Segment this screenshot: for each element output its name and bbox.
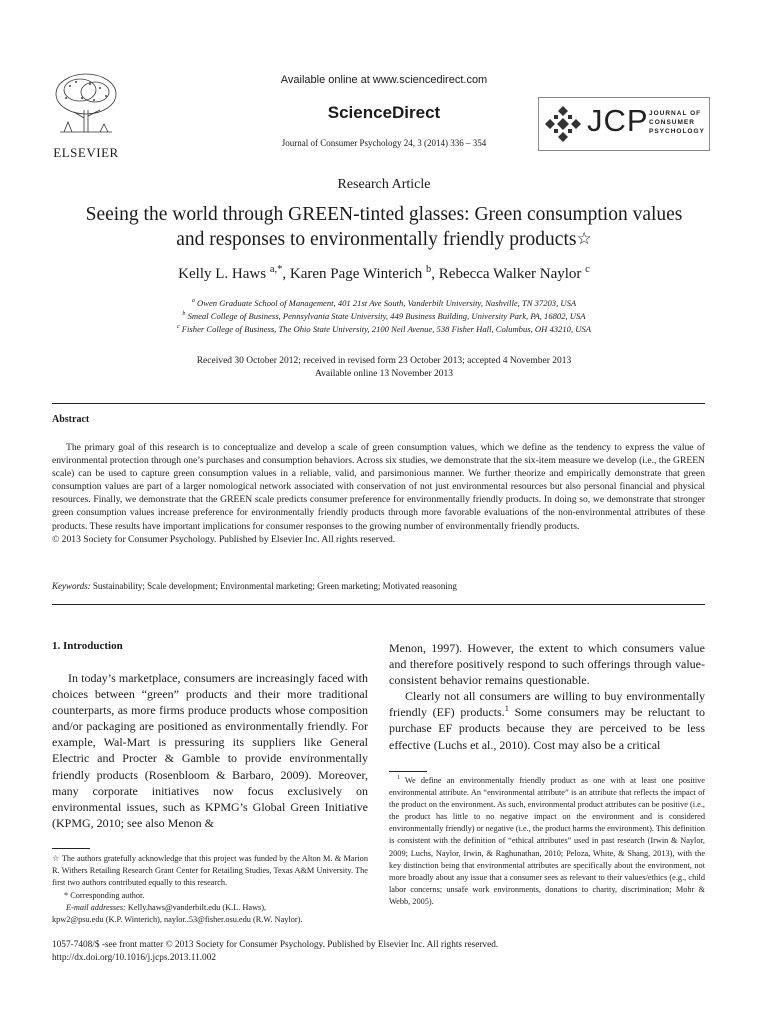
article-type: Research Article [337,177,431,192]
jcp-line-3: PSYCHOLOGY [649,128,705,135]
received-dates: Received 30 October 2012; received in revised form 23 October 2013; accepted 4 November 2013 [196,356,572,366]
email-label: E-mail addresses: [66,902,126,912]
keywords-text: Sustainability; Scale development; Environmental marketing; Green marketing; Motivated reasoning [92,581,457,591]
affiliations [0,297,768,336]
journal-reference: Journal of Consumer Psychology 24, 3 (2014) 336 – 354 [281,138,487,148]
author-name: Karen Page Winterich [289,266,423,282]
affiliation-item [0,297,768,310]
available-online-text: Available online at www.sciencedirect.com [280,74,488,86]
elsevier-wordmark: ELSEVIER [53,145,119,160]
funding-footnote-text: The authors gratefully acknowledge that this project was funded by the Alton M. & Marion R. Withers Retailing Research Grant Center for Retailing Studies, Texas A&M University. The first two authors contributed equally to this research. [52,854,368,888]
funding-footnote [52,852,368,890]
jcp-line-2: CONSUMER [649,119,695,126]
affiliation-item [0,310,768,323]
author-affiliation-mark: c [585,264,590,275]
abstract-body: The primary goal of this research is to conceptualize and develop a scale of green consumption values, which we define as the tendency to express the value of environmental protection through one’s purchases and consumption behaviors. Across six studies, we demonstrate that the six-item measure we develop (i.e., the GREEN scale) can be used to capture green consumption values in a reliable, valid, and parsimonious manner. We further theorize and empirically demonstrate that green consumption values are part of a larger nomological network associated with conservation of not just environmental resources but also personal financial and physical resources. Finally, we demonstrate that the GREEN scale predicts consumer preference for environmentally friendly products. In doing so, we demonstrate that stronger green consumption values increase preference for environmentally friendly products through more favorable evaluations of the non-environmental attributes of these products. These results have important implications for consumer responses to the growing number of environmentally friendly products. [52,442,705,532]
intro-right-text [389,640,705,753]
jcp-diamond-icon [543,104,583,144]
email-addresses-line-2: kpw2@psu.edu (K.P. Winterich), naylor..53@fisher.osu.edu (R.W. Naylor). [52,915,303,925]
keywords-line [52,581,457,591]
abstract-copyright: © 2013 Society for Consumer Psychology. Published by Elsevier Inc. All rights reserved. [52,533,396,545]
sciencedirect-wordmark: ScienceDirect [327,103,441,122]
paragraph-text: Some consumers may be reluctant to purchase EF products because they are perceived to be less effective (Luchs et al., 2010). Cost may also be a critical [389,705,706,752]
abstract-section [52,441,705,546]
issn-line: 1057-7408/$ -see front matter © 2013 Society for Consumer Psychology. Published by Elsevier Inc. All rights reserved. [52,940,499,950]
author-name: Rebecca Walker Naylor [438,266,582,282]
article-title [0,202,768,252]
footnote-rule-right [389,771,427,772]
available-online-date: Available online 13 November 2013 [314,369,454,379]
footnote-rule-left [52,848,90,849]
corresponding-mark: * [64,890,69,900]
jcp-letters: JCP [587,103,649,138]
divider-bottom [52,604,705,605]
author-affiliation-mark: a,* [269,264,283,275]
author-affiliation-mark: b [426,264,432,275]
affiliation-text: Fisher College of Business, The Ohio State University, 2100 Neil Avenue, 538 Fisher Hall, Columbus, OH 43210, USA [181,324,592,334]
intro-paragraph-continued: Menon, 1997). However, the extent to which consumers value and therefore positively respond to such offerings through value-consistent behavior remains questionable. [389,641,705,688]
star-footnote-mark: ☆ [52,853,60,863]
jcp-logo [538,97,710,151]
corresponding-author-note [52,890,368,902]
affiliation-text: Smeal College of Business, Pennsylvania State University, 449 Business Building, University Park, PA, 16802, USA [187,311,586,321]
footnote-1 [389,775,705,908]
abstract-heading: Abstract [52,414,90,425]
affiliation-text: Owen Graduate School of Management, 401 21st Ave South, Vanderbilt University, Nashville, TN 37203, USA [197,298,577,308]
title-line-2-text: and responses to environmentally friendly products [176,229,577,250]
author-list: Kelly L. Haws $^{a,*}$, Karen Page Winterich $^b$, Rebecca Walker Naylor $^c$ [178,264,590,282]
author-name: Kelly L. Haws [178,266,267,282]
intro-paragraph: In today’s marketplace, consumers are increasingly faced with choices between “green” products and their more traditional counterparts, as more firms produce products whose composition and/or packaging are positioned as environmentally friendly. For example, Wal-Mart is pressuring its suppliers like General Electric and Procter & Gamble to provide environmentally friendly products (Rosenbloom & Barbaro, 2009). Moreover, many corporate initiatives now focus exclusively on environmental issues, such as KPMG’s Global Green Initiative (KPMG, 2010; see also Menon & [52,671,368,830]
footer [52,939,498,964]
intro-paragraph-2 [389,688,705,752]
keywords-label: Keywords: [52,581,91,591]
affiliation-mark: c [176,324,180,331]
title-line-2 [0,227,768,252]
section-heading: 1. Introduction [52,640,123,652]
jcp-journal-name [649,109,705,136]
title-line-1: Seeing the world through GREEN-tinted glasses: Green consumption values [85,204,683,225]
footnote-text: We define an environmentally friendly product as one with at least one positive environmental attribute. An “environmental attribute” is an attribute that reflects the impact of the product on the environment. As such, environmental product attributes can be positive (i.e., the product has little to no negative impact on the environment and is considered environmentally friendly) or negative (i.e., the product harms the environment). This definition is consistent with the definition of “ethical attributes” used in past research (Irwin & Naylor, 2009; Luchs, Naylor, Irwin, & Raghunathan, 2010; Peloza, White, & Shang, 2013), with the key distinction being that environmental attributes are specifically about the environment, not more broadly about any issue that a consumer sees as relevant to their values/ethics (e.g., child labor concerns; unsafe work environments, donations to charity, discrimination; Mohr & Webb, 2005). [389,776,705,906]
affiliation-mark: b [182,311,186,318]
intro-left-text [52,670,368,831]
affiliation-mark: a [191,298,195,305]
left-footnotes [52,852,368,926]
email-addresses-line [52,902,368,914]
title-star-mark: ☆ [576,229,592,249]
email-line-1: Kelly.haws@vanderbilt.edu (K.L. Haws), [127,902,267,912]
paragraph-text: Clearly not all consumers are willing to buy environmentally friendly (EF) products. [389,689,705,720]
jcp-line-1: JOURNAL OF [649,110,702,117]
affiliation-item [0,323,768,336]
divider-top [52,403,705,404]
doi-link[interactable]: http://dx.doi.org/10.1016/j.jcps.2013.11.002 [52,952,216,963]
corresponding-text: Corresponding author. [70,890,145,900]
footnote-ref: 1 [504,704,509,714]
footnote-mark: 1 [397,775,400,782]
